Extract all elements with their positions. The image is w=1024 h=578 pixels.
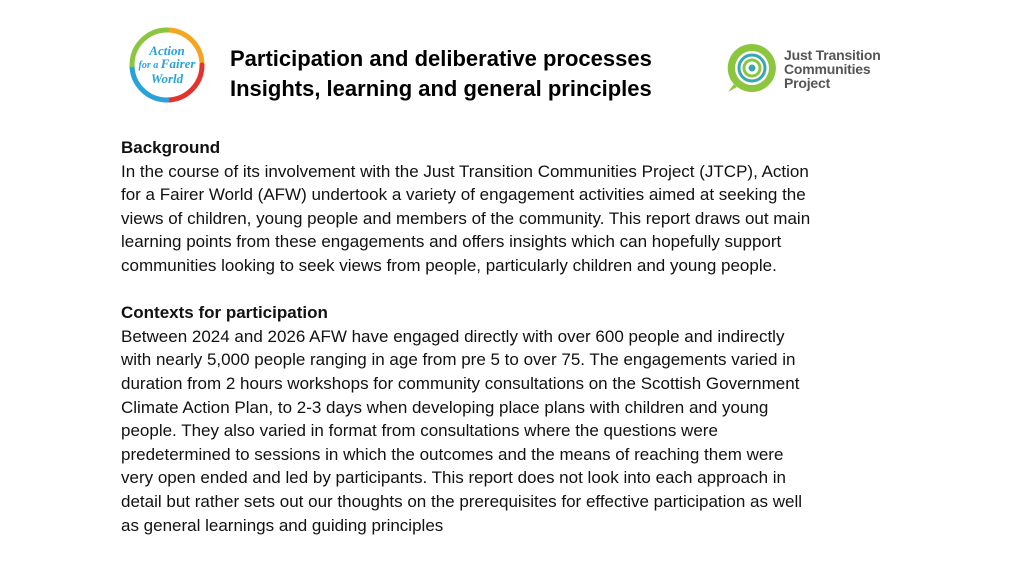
paragraph-line: detail but rather sets out our thoughts on the prerequisites for effective participation as well bbox=[121, 491, 803, 511]
paragraph-line: people. They also varied in format from consultations where the questions were bbox=[121, 421, 718, 441]
document-body bbox=[121, 136, 911, 561]
speech-bubble-target-icon bbox=[724, 40, 780, 96]
document-title bbox=[230, 44, 652, 104]
paragraph-line: with nearly 5,000 people ranging in age from pre 5 to over 75. The engagements varied in bbox=[121, 350, 796, 370]
jtcp-logo-line1: Just Transition bbox=[784, 47, 881, 63]
afw-logo bbox=[128, 26, 206, 104]
paragraph-line: for a Fairer World (AFW) undertook a variety of engagement activities aimed at seeking the bbox=[121, 185, 806, 205]
paragraph-line: as general learnings and guiding principles bbox=[121, 515, 444, 535]
section-contexts bbox=[121, 301, 911, 537]
title-line-2: Insights, learning and general principles bbox=[230, 76, 652, 101]
paragraph-line: learning points from these engagements and offers insights which can hopefully support bbox=[121, 232, 782, 252]
jtcp-logo bbox=[724, 38, 904, 100]
afw-logo-line2: for a Fairer bbox=[138, 56, 196, 71]
paragraph-line: Climate Action Plan, to 2-3 days when developing place plans with children and young bbox=[121, 397, 769, 417]
afw-logo-line1: Action bbox=[149, 43, 185, 58]
paragraph-line: Between 2024 and 2026 AFW have engaged directly with over 600 people and indirectly bbox=[121, 326, 785, 346]
section-heading: Contexts for participation bbox=[121, 303, 328, 323]
paragraph-line: very open ended and led by participants. This report does not look into each approach in bbox=[121, 468, 787, 488]
paragraph-line: In the course of its involvement with the Just Transition Communities Project (JTCP), Action bbox=[121, 161, 809, 181]
paragraph-line: views of children, young people and members of the community. This report draws out main bbox=[121, 208, 811, 228]
paragraph-line: duration from 2 hours workshops for community consultations on the Scottish Government bbox=[121, 373, 800, 393]
paragraph-line: predetermined to sessions in which the outcomes and the means of reaching them were bbox=[121, 444, 784, 464]
paragraph-line: communities looking to seek views from people, particularly children and young people. bbox=[121, 255, 777, 275]
section-heading: Background bbox=[121, 138, 221, 157]
afw-logo-text bbox=[128, 44, 206, 85]
jtcp-logo-line2: Communities bbox=[784, 61, 871, 77]
jtcp-logo-text bbox=[784, 48, 881, 90]
afw-logo-line3: World bbox=[150, 71, 184, 86]
section-background bbox=[121, 136, 911, 278]
jtcp-logo-line3: Project bbox=[784, 75, 831, 91]
title-line-1: Participation and deliberative processes bbox=[230, 46, 652, 71]
